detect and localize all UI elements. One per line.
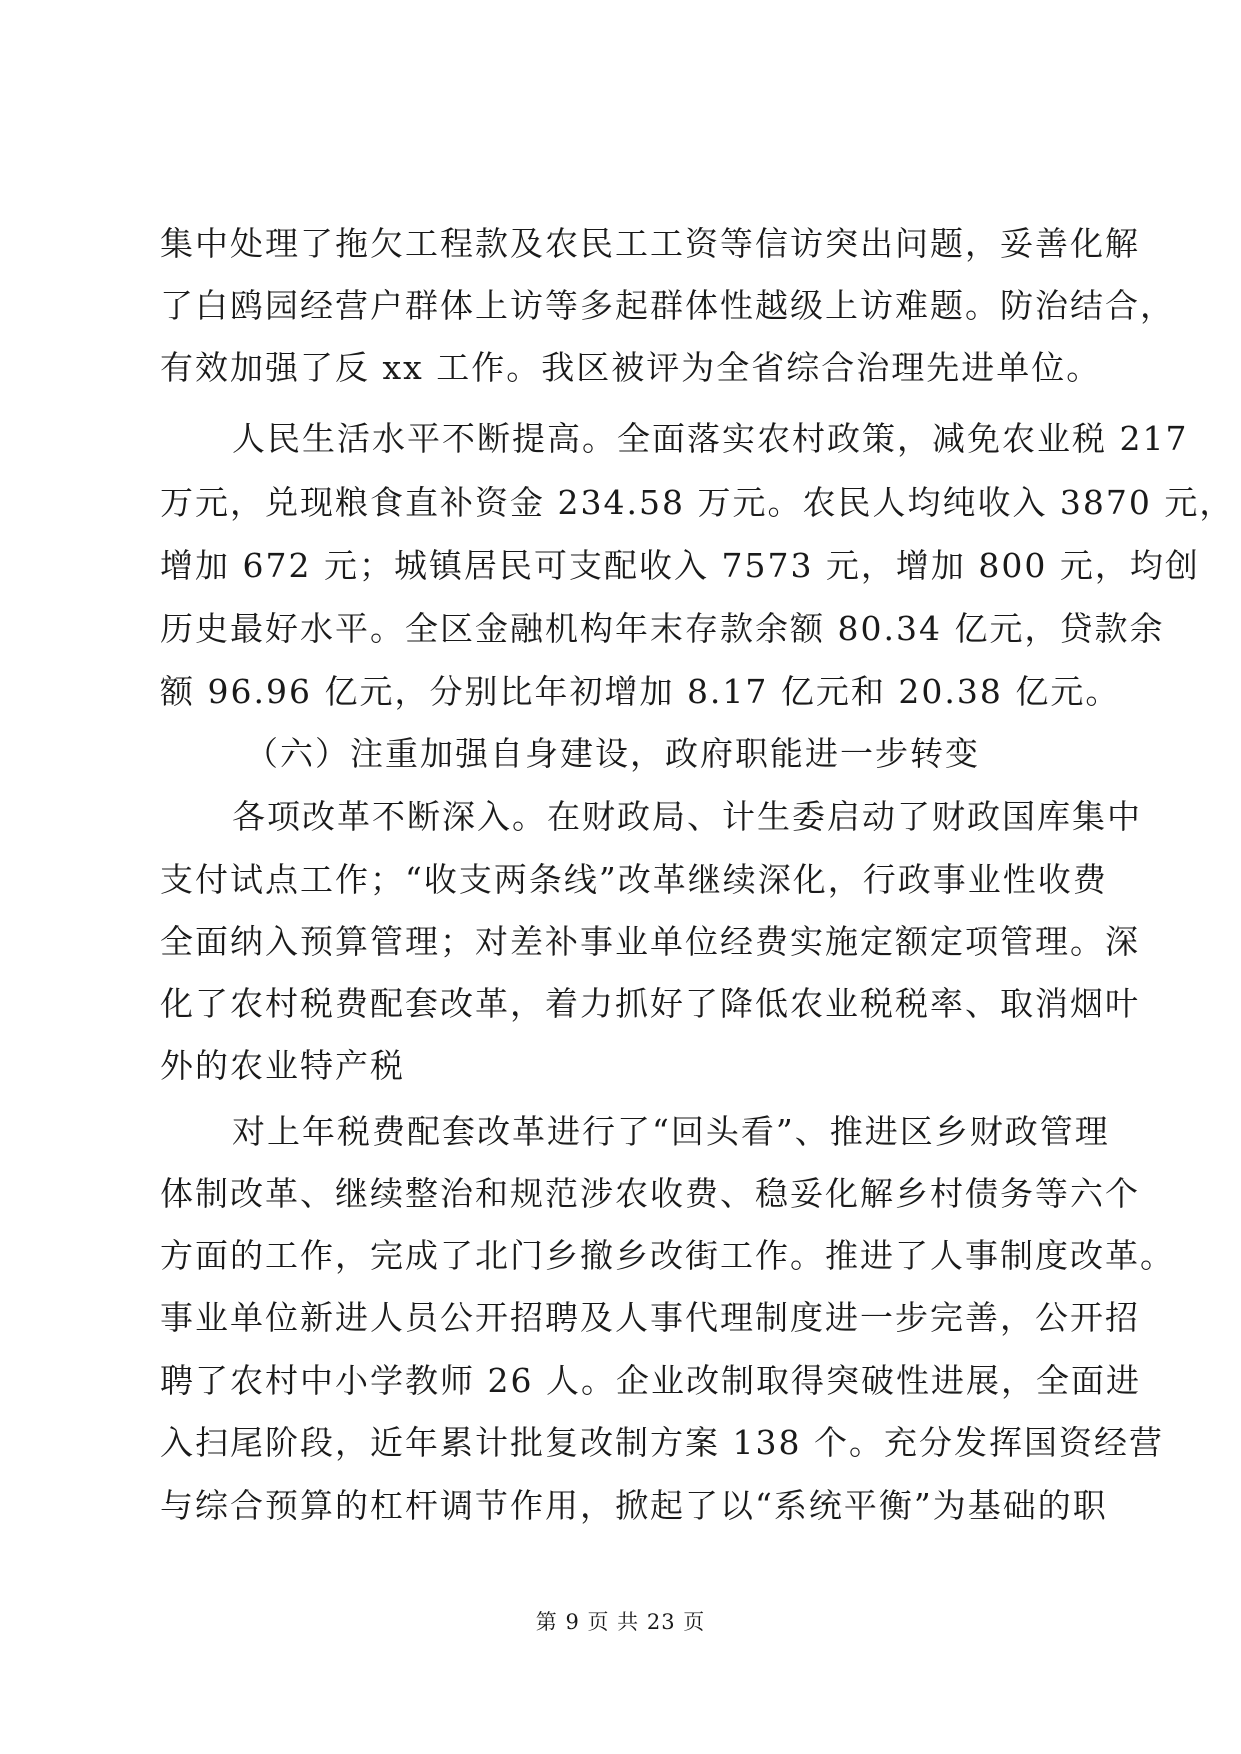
page-number-footer: 第 9 页 共 23 页: [535, 1610, 706, 1634]
paragraph-first-line: 人民生活水平不断提高。全面落实农村政策，减免农业税 217: [232, 419, 1189, 458]
section-heading: （六）注重加强自身建设，政府职能进一步转变: [245, 734, 980, 773]
paragraph-first-line: 对上年税费配套改革进行了“回头看”、推进区乡财政管理: [232, 1112, 1110, 1151]
body-line: 方面的工作，完成了北门乡撤乡改街工作。推进了人事制度改革。: [160, 1236, 1175, 1275]
body-line: 入扫尾阶段，近年累计批复改制方案 138 个。充分发挥国资经营: [160, 1423, 1164, 1462]
body-line: 集中处理了拖欠工程款及农民工工资等信访突出问题，妥善化解: [160, 224, 1140, 263]
body-line: 增加 672 元；城镇居民可支配收入 7573 元，增加 800 元，均创: [160, 546, 1200, 585]
body-line: 万元，兑现粮食直补资金 234.58 万元。农民人均纯收入 3870 元，: [160, 483, 1235, 522]
body-line: 了白鸥园经营户群体上访等多起群体性越级上访难题。防治结合，: [160, 286, 1175, 325]
body-line: 有效加强了反 xx 工作。我区被评为全省综合治理先进单位。: [160, 348, 1102, 387]
body-line: 全面纳入预算管理；对差补事业单位经费实施定额定项管理。深: [160, 922, 1140, 961]
body-line: 事业单位新进人员公开招聘及人事代理制度进一步完善，公开招: [160, 1298, 1140, 1337]
body-line: 体制改革、继续整治和规范涉农收费、稳妥化解乡村债务等六个: [160, 1174, 1140, 1213]
body-line: 额 96.96 亿元，分别比年初增加 8.17 亿元和 20.38 亿元。: [160, 672, 1121, 711]
paragraph-first-line: 各项改革不断深入。在财政局、计生委启动了财政国库集中: [232, 797, 1142, 836]
body-line: 化了农村税费配套改革，着力抓好了降低农业税税率、取消烟叶: [160, 984, 1140, 1023]
body-line: 外的农业特产税: [160, 1046, 405, 1085]
body-line: 历史最好水平。全区金融机构年末存款余额 80.34 亿元，贷款余: [160, 609, 1165, 648]
body-line: 聘了农村中小学教师 26 人。企业改制取得突破性进展，全面进: [160, 1361, 1141, 1400]
body-line: 支付试点工作；“收支两条线”改革继续深化，行政事业性收费: [160, 860, 1108, 899]
body-line: 与综合预算的杠杆调节作用，掀起了以“系统平衡”为基础的职: [160, 1486, 1108, 1525]
